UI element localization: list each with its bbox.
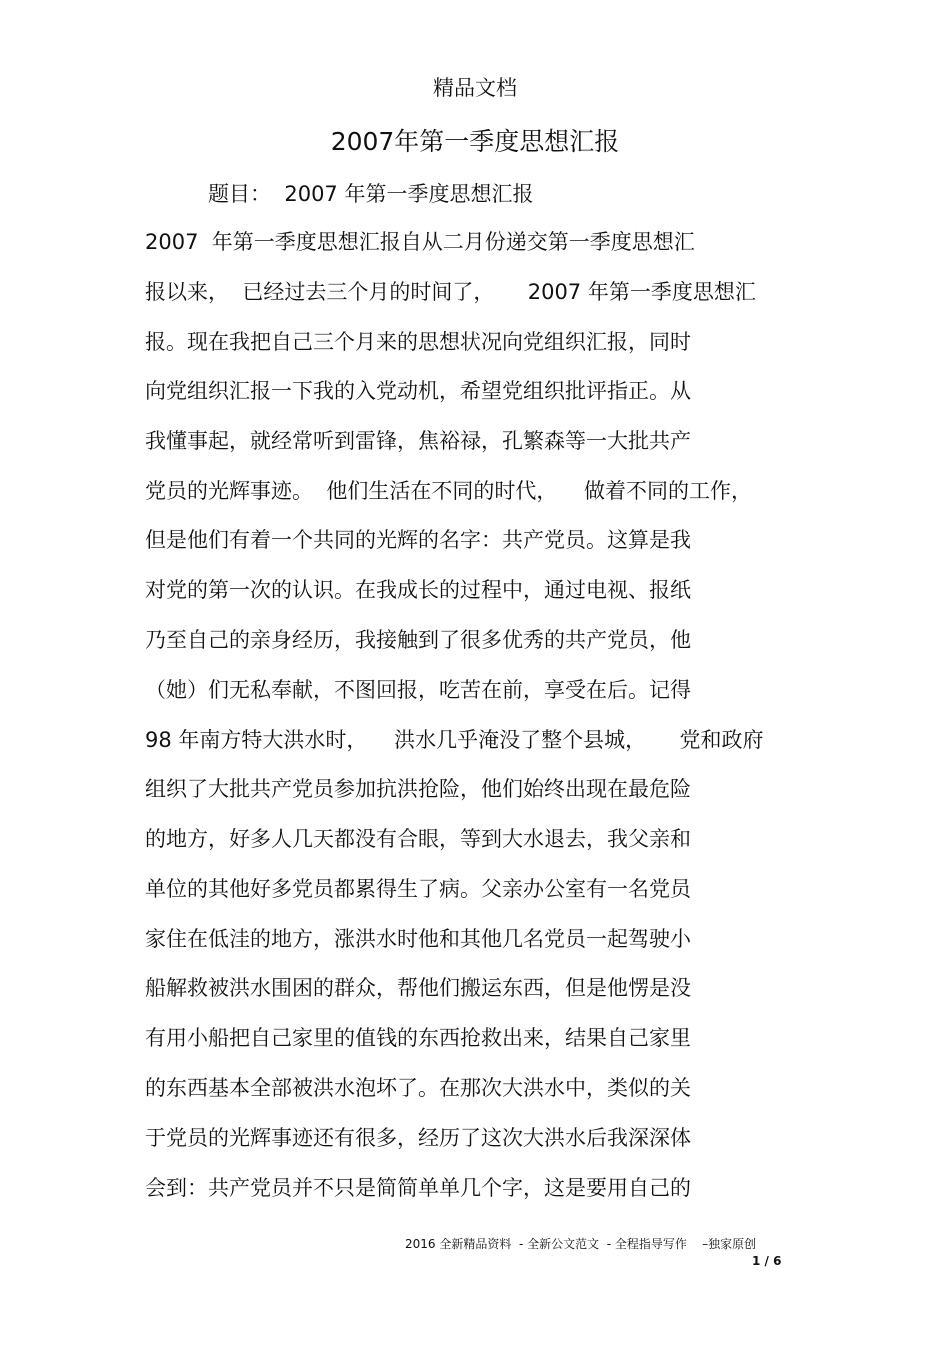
- body-line: 的地方，好多人几天都没有合眼，等到大水退去，我父亲和: [145, 827, 691, 851]
- body-line: 对党的第一次的认识。在我成长的过程中，通过电视、报纸: [145, 578, 691, 602]
- header-label: 精品文档: [433, 76, 517, 100]
- body-line: 但是他们有着一个共同的光辉的名字：共产党员。这算是我: [145, 528, 691, 552]
- body-line: 有用小船把自己家里的值钱的东西抢救出来，结果自己家里: [145, 1026, 691, 1050]
- body-line: 报以来， 已经过去三个月的时间了， 2007 年第一季度思想汇: [145, 280, 756, 304]
- body-line: 船解救被洪水围困的群众，帮他们搬运东西，但是他愣是没: [145, 976, 691, 1000]
- body-line: 报。现在我把自己三个月来的思想状况向党组织汇报，同时: [145, 330, 691, 354]
- document-title: 2007年第一季度思想汇报: [330, 127, 620, 156]
- body-line: 党员的光辉事迹。 他们生活在不同的时代， 做着不同的工作，: [145, 479, 753, 503]
- footer-text: 2016 全新精品资料 - 全新公文范文 - 全程指导写作 –独家原创: [405, 1237, 757, 1251]
- page-number: 1 / 6: [752, 1254, 782, 1268]
- body-line: 于党员的光辉事迹还有很多，经历了这次大洪水后我深深体: [145, 1126, 691, 1150]
- body-line: （她）们无私奉献，不图回报，吃苦在前，享受在后。记得: [145, 678, 691, 702]
- body-line: 98 年南方特大洪水时， 洪水几乎淹没了整个县城， 党和政府: [145, 728, 764, 752]
- body-line: 组织了大批共产党员参加抗洪抢险，他们始终出现在最危险: [145, 777, 691, 801]
- body-line: 我懂事起，就经常听到雷锋，焦裕禄，孔繁森等一大批共产: [145, 429, 691, 453]
- body-line: 的东西基本全部被洪水泡坏了。在那次大洪水中，类似的关: [145, 1076, 691, 1100]
- body-line: 家住在低洼的地方，涨洪水时他和其他几名党员一起驾驶小: [145, 927, 691, 951]
- document-subject: 题目： 2007 年第一季度思想汇报: [208, 182, 534, 206]
- body-line: 乃至自己的亲身经历，我接触到了很多优秀的共产党员，他: [145, 628, 691, 652]
- body-line: 2007 年第一季度思想汇报自从二月份递交第一季度思想汇: [145, 230, 695, 254]
- body-line: 单位的其他好多党员都累得生了病。父亲办公室有一名党员: [145, 877, 691, 901]
- body-line: 向党组织汇报一下我的入党动机，希望党组织批评指正。从: [145, 379, 691, 403]
- body-line: 会到：共产党员并不只是简简单单几个字，这是要用自己的: [145, 1176, 691, 1200]
